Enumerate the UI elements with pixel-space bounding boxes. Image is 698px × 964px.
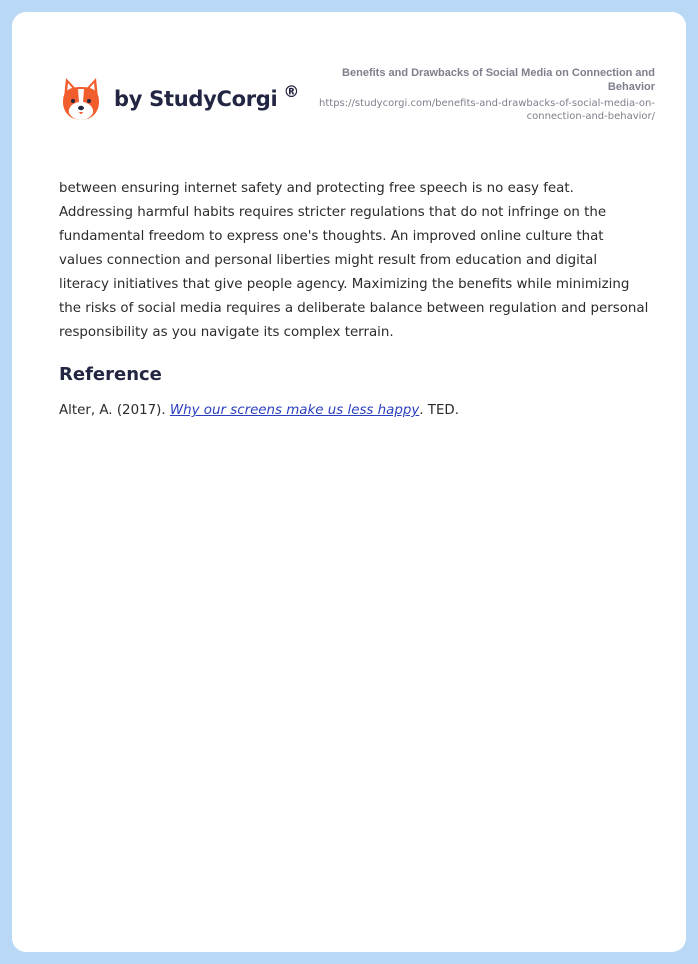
document-url[interactable]: https://studycorgi.com/benefits-and-drawbacks-of-social-media-on-connection-and-behavior/ xyxy=(319,98,655,122)
corgi-logo-icon xyxy=(60,76,102,122)
document-title: Benefits and Drawbacks of Social Media on Connection and Behavior xyxy=(342,67,655,93)
reference-heading: Reference xyxy=(59,364,162,385)
studycorgi-logo[interactable] xyxy=(60,76,299,122)
document-header-meta xyxy=(315,66,655,123)
reference-author-year: Alter, A. (2017). xyxy=(59,403,166,418)
reference-entry xyxy=(59,401,459,421)
reference-source: . TED. xyxy=(419,403,460,418)
reference-link[interactable]: Why our screens make us less happy xyxy=(169,403,420,418)
registered-mark: ® xyxy=(283,82,300,101)
document-page xyxy=(12,12,686,952)
body-paragraph: between ensuring internet safety and protecting free speech is no easy feat. Addressing harmful habits requires stricter regulations that do not infringe on the fundamental freedom to express one's thoughts. An improved online culture that values connection and personal liberties might result from education and digital literacy initiatives that give people agency. Maximizing the benefits while minimizing the risks of social media requires a deliberate balance between regulation and personal responsibility as you navigate its complex terrain. xyxy=(59,181,649,340)
brand-name: by StudyCorgi ® xyxy=(114,82,300,111)
